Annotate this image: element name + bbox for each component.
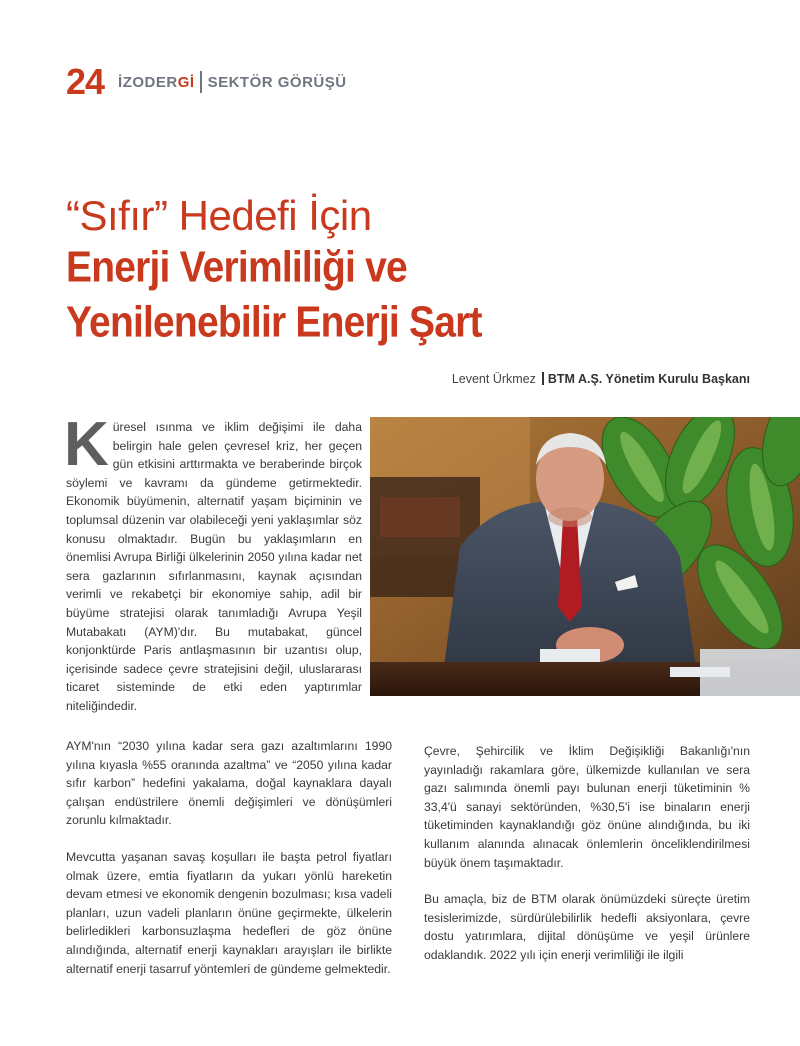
left-column: [64, 410, 362, 734]
paragraph-3: Çevre, Şehircilik ve İklim Değişikliği Bakanlığı'nın yayınladığı rakamlara göre, ülkemizde kullanılan ve sera gazı salımında önemli payı bulunan enerji tüketiminin % 33,4'ü sanayi sektöründen, %30,5'i ise binaların enerji tüketiminden kaynaklandığı göz önüne alındığında, bu iki kullanım alanında alınacak önlemlerin önceliklendirilmesi büyük önem taşımaktadır.: [424, 744, 750, 870]
paragraph-1-text: üresel ısınma ve iklim değişimi ile daha belirgin hale gelen çevresel kriz, her geçen gün etkisini arttırmakta ve beraberinde birçok söylemi ve kavramı da gündeme getirmektedir. Ekonomik büyümenin, alternatif yaşam biçiminin ve toplumsal düzenin var olabileceği yeni yaklaşımlar söz konusu olmaktadır. Bugün bu yaklaşımların en önemlisi Avrupa Birliği ülkelerinin 2050 yılına kadar net sera gazlarının sıfırlanmasını, kaynak açısından verimli ve rekabetçi bir ekonomiye sahip, adil bir büyüme stratejisi olarak tanımladığı Avrupa Yeşil Mutabakatı (AYM)'dır. Bu mutabakat, güncel konjonktürde Paris antlaşmasının bir uzantısı olup, içerisinde sadece çevre stratejisini değil, uluslararası ticaret sisteminde de etki eden yaptırımlar niteliğindedir.: [66, 420, 362, 713]
author-role: BTM A.Ş. Yönetim Kurulu Başkanı: [547, 372, 750, 386]
title-line-1: “Sıfır” Hedefi İçin: [66, 192, 372, 239]
page-number: 24: [66, 61, 105, 102]
brand-suffix: Gİ: [177, 73, 195, 91]
right-column: [424, 742, 750, 983]
paragraph-2: Mevcutta yaşanan savaş koşulları ile başta petrol fiyatları olmak üzere, emtia fiyatların da yukarı yönlü hareketin devam etmesi ve ekonomik dengenin bozulması; kısa vadeli planları, uzun vadeli planların önüne geçirmekte, ülkelerin belirledikleri karbonsuzlaşma hedefleri de göz önüne alındığında, alternatif enerji kaynakları arayışları ile birlikte alternatif enerji tasarruf yöntemleri de gündeme gelmektedir.: [66, 849, 392, 976]
magazine-brand: [118, 74, 195, 91]
section-label: SEKTÖR GÖRÜŞÜ: [207, 73, 347, 91]
article-title: [66, 192, 746, 345]
author-name: Levent Ürkmez: [451, 372, 536, 386]
brand-prefix: İZODER: [118, 73, 178, 91]
author-photo: [370, 417, 800, 696]
byline: [452, 372, 750, 386]
page-header: [66, 61, 347, 102]
portrait-illustration: [370, 417, 800, 696]
header-divider: [200, 71, 202, 93]
drop-cap: K: [64, 410, 109, 479]
title-line-3: Yenilenebilir Enerji Şart: [66, 298, 482, 347]
paragraph-1: [64, 410, 362, 716]
paragraph-1b: AYM'nın “2030 yılına kadar sera gazı azaltımlarını 1990 yılına kıyasla %55 oranında azaltma” ve “2050 yılına kadar sıfır karbon” hedefini yakalama, doğal kaynaklara dayalı çalışan endüstrilere önemli değişimleri ve dönüşümleri zorunlu kılmaktadır.: [66, 739, 392, 828]
byline-divider: [542, 372, 544, 385]
paragraph-4: Bu amaçla, biz de BTM olarak önümüzdeki süreçte üretim tesislerimizde, sürdürülebilirlik hedefli aksiyonlara, çevre dostu yatırımlara, dijital dönüşüme ve yeşil ürünlere odaklandık. 2022 yılı için enerji verimliliği ile ilgili: [424, 892, 750, 962]
title-line-2: Enerji Verimliliği ve: [66, 243, 407, 292]
left-column-lower: [66, 737, 392, 996]
